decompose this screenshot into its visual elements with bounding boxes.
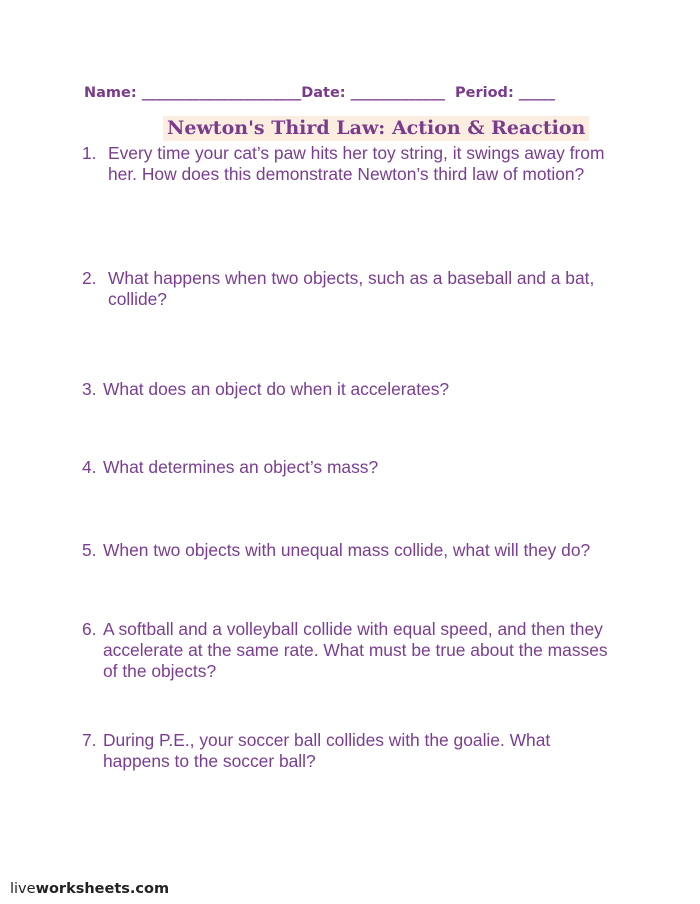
question-number: 1.: [82, 143, 97, 163]
question-text: What determines an object’s mass?: [103, 457, 379, 477]
question-text: When two objects with unequal mass collide, what will they do?: [103, 540, 591, 560]
question-text: A softball and a volleyball collide with equal speed, and then they accelerate at the same rate. What must be true about the masses of the objects?: [103, 619, 608, 681]
question-text: Every time your cat’s paw hits her toy string, it swings away from her. How does this demonstrate Newton’s third law of motion?: [108, 143, 605, 184]
question-3: [82, 379, 642, 400]
question-4: [82, 457, 642, 478]
question-2: [82, 268, 642, 310]
question-number: 4.: [82, 457, 97, 477]
question-number: 5.: [82, 540, 97, 560]
logo-live: live: [10, 881, 36, 897]
question-7: [82, 730, 642, 772]
question-number: 7.: [82, 730, 97, 750]
question-number: 2.: [82, 268, 97, 288]
question-text: What does an object do when it accelerates?: [103, 379, 450, 399]
question-number: 6.: [82, 619, 97, 639]
liveworksheets-logo: [10, 881, 169, 897]
name-field-label: Name: ______________________: [84, 85, 302, 101]
question-text: What happens when two objects, such as a baseball and a bat, collide?: [108, 268, 595, 309]
header-fields: [84, 85, 644, 101]
period-field-label: Period: _____: [455, 85, 556, 101]
question-5: [82, 540, 642, 561]
question-text: During P.E., your soccer ball collides with the goalie. What happens to the soccer ball?: [103, 730, 551, 771]
worksheet-title: Newton's Third Law: Action & Reaction: [163, 116, 589, 141]
logo-worksheets: worksheets.com: [35, 881, 170, 897]
question-number: 3.: [82, 379, 97, 399]
question-1: [82, 143, 642, 185]
question-6: [82, 619, 642, 682]
date-field-label: Date: _____________: [301, 85, 445, 101]
